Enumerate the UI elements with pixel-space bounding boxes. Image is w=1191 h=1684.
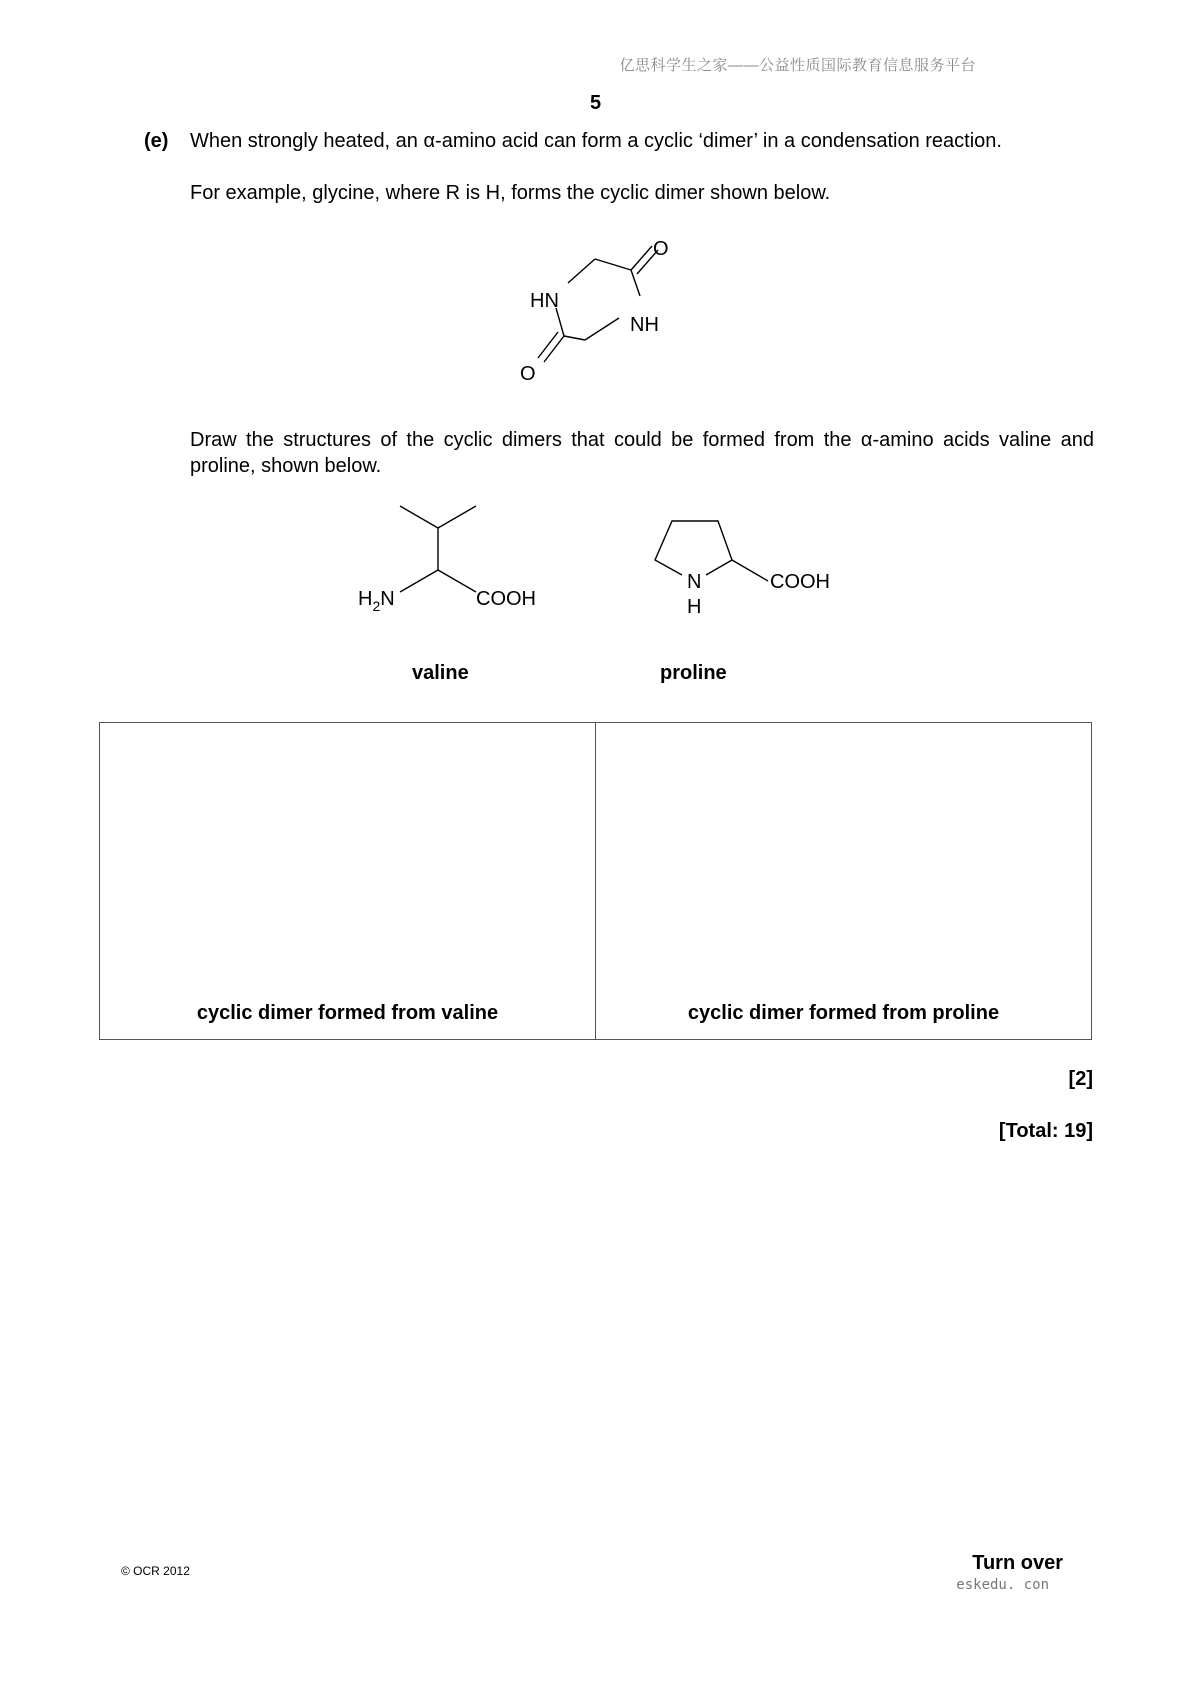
page-number: 5 xyxy=(589,92,602,114)
question-part-label: (e) xyxy=(144,130,169,152)
answer-cell-valine[interactable] xyxy=(100,723,596,1039)
glycine-nh: NH xyxy=(630,314,659,336)
glycine-dimer-structure xyxy=(500,228,700,398)
valine-nh2: $H_2N$ xyxy=(358,588,395,614)
site-watermark: eskedu. con xyxy=(956,1577,1049,1593)
total-marks: [Total: 19] xyxy=(998,1120,1093,1142)
proline-label: proline xyxy=(660,662,727,684)
proline-structure xyxy=(640,505,860,625)
answer-caption-valine: cyclic dimer formed from valine xyxy=(196,1002,499,1024)
valine-label: valine xyxy=(412,662,469,684)
proline-h: H xyxy=(687,596,702,618)
answer-caption-proline: cyclic dimer formed from proline xyxy=(687,1002,1000,1024)
answer-cell-proline[interactable] xyxy=(596,723,1091,1039)
instruction-text: Draw the structures of the cyclic dimers that could be formed from the α-amino acids valine and proline, shown below. xyxy=(190,429,1094,477)
proline-n: N xyxy=(687,571,702,593)
glycine-o-bottom: O xyxy=(520,363,536,385)
glycine-hn: HN xyxy=(530,290,559,312)
question-text-line-1: When strongly heated, an α-amino acid can form a cyclic ‘dimer’ in a condensation reaction. xyxy=(190,130,1002,152)
copyright-text: © OCR 2012 xyxy=(121,1564,190,1578)
answer-box xyxy=(99,722,1092,1040)
proline-cooh: COOH xyxy=(770,571,830,593)
part-marks: [2] xyxy=(1068,1068,1093,1090)
valine-structure xyxy=(350,498,560,618)
glycine-o-top: O xyxy=(653,238,669,260)
turn-over-text: Turn over xyxy=(972,1552,1063,1574)
valine-cooh: COOH xyxy=(476,588,536,610)
watermark-text: 亿思科学生之家——公益性质国际教育信息服务平台 xyxy=(619,57,976,74)
question-text-line-2: For example, glycine, where R is H, forms the cyclic dimer shown below. xyxy=(190,182,831,204)
